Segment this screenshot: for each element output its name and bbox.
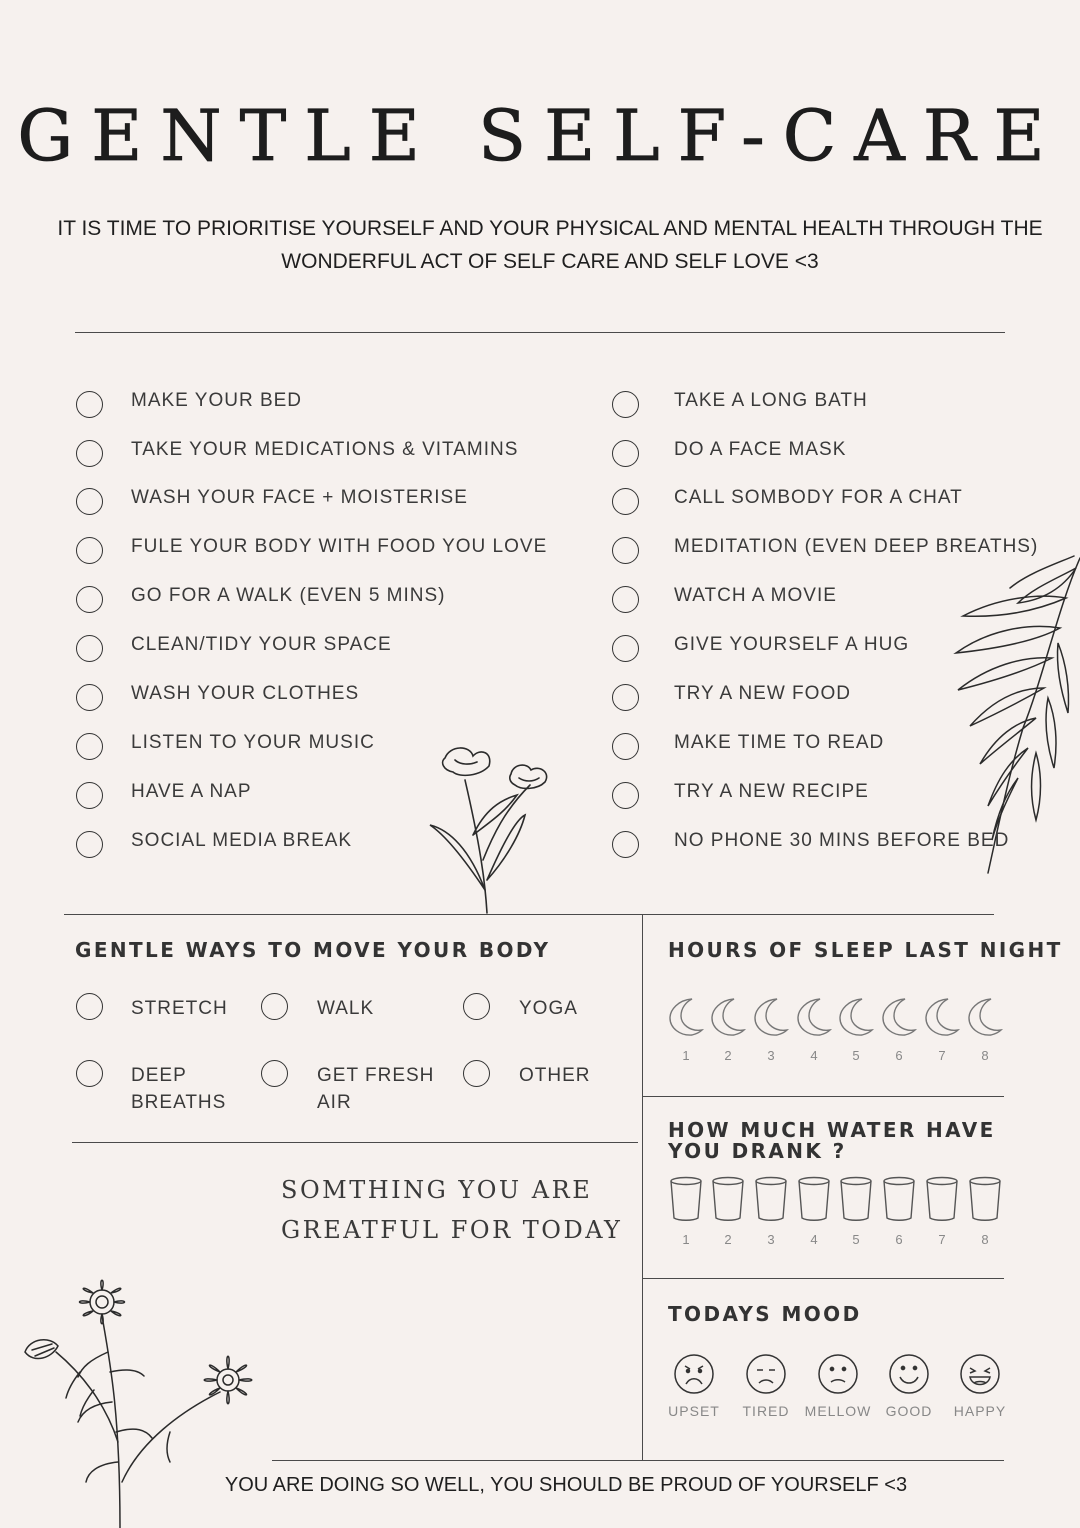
checkbox[interactable] <box>76 440 103 467</box>
column-divider <box>642 914 643 1460</box>
good-face-icon[interactable] <box>888 1353 930 1395</box>
move-option-label: GET FRESH AIR <box>317 1065 435 1113</box>
happy-face-icon[interactable] <box>959 1353 1001 1395</box>
move-option-label: OTHER <box>519 1065 591 1086</box>
upset-face-icon[interactable] <box>673 1353 715 1395</box>
checklist-item-label: NO PHONE 30 MINS BEFORE BED <box>674 830 1010 851</box>
move-section-title: GENTLE WAYS TO MOVE YOUR BODY <box>75 938 551 962</box>
checklist-item-label: HAVE A NAP <box>131 781 252 802</box>
sleep-hour-number: 7 <box>938 1048 946 1063</box>
move-section-divider <box>72 1142 638 1143</box>
move-option-label: DEEP BREATHS <box>131 1065 227 1113</box>
checklist-item-label: WASH YOUR FACE + MOISTERISE <box>131 487 468 508</box>
glass-icon[interactable] <box>797 1176 831 1222</box>
sleep-hour-number: 2 <box>724 1048 732 1063</box>
mood-label: TIRED <box>742 1403 790 1419</box>
checklist-item-label: SOCIAL MEDIA BREAK <box>131 830 353 851</box>
checklist-item-label: LISTEN TO YOUR MUSIC <box>131 732 375 753</box>
checkbox[interactable] <box>76 537 103 564</box>
water-glass-number: 2 <box>724 1232 732 1247</box>
sleep-section-title: HOURS OF SLEEP LAST NIGHT <box>668 938 1063 962</box>
water-title-line-2: YOU DRANK ? <box>668 1139 847 1163</box>
checkbox[interactable] <box>76 586 103 613</box>
moon-icon[interactable] <box>751 996 791 1038</box>
water-glass-number: 3 <box>767 1232 775 1247</box>
water-section-title <box>668 1120 996 1162</box>
sleep-hour-number: 8 <box>981 1048 989 1063</box>
checklist-item-label: CLEAN/TIDY YOUR SPACE <box>131 634 392 655</box>
page-title: GENTLE SELF-CARE <box>17 95 1063 177</box>
moon-icon[interactable] <box>879 996 919 1038</box>
checkbox[interactable] <box>76 831 103 858</box>
checklist-item-label: FULE YOUR BODY WITH FOOD YOU LOVE <box>131 536 548 557</box>
checklist-item-label: GIVE YOURSELF A HUG <box>674 634 910 655</box>
gratitude-prompt <box>281 1170 622 1250</box>
header-divider <box>75 332 1005 333</box>
moon-icon[interactable] <box>836 996 876 1038</box>
checklist-item-label: DO A FACE MASK <box>674 439 847 460</box>
small-flower-illustration <box>425 740 565 915</box>
checkbox[interactable] <box>612 440 639 467</box>
mood-label: UPSET <box>668 1403 720 1419</box>
checklist-item-label: TAKE YOUR MEDICATIONS & VITAMINS <box>131 439 519 460</box>
moon-icon[interactable] <box>922 996 962 1038</box>
move-checkbox[interactable] <box>463 993 490 1020</box>
checkbox[interactable] <box>76 391 103 418</box>
gratitude-line-2: GREATFUL FOR TODAY <box>281 1216 623 1244</box>
checklist-item-label: MAKE TIME TO READ <box>674 732 885 753</box>
checkbox[interactable] <box>612 684 639 711</box>
moon-icon[interactable] <box>708 996 748 1038</box>
glass-icon[interactable] <box>968 1176 1002 1222</box>
water-glass-number: 7 <box>938 1232 946 1247</box>
checkbox[interactable] <box>76 488 103 515</box>
sleep-section-divider <box>642 1096 1004 1097</box>
checklist-item-label: MEDITATION (EVEN DEEP BREATHS) <box>674 536 1039 557</box>
water-glass-number: 8 <box>981 1232 989 1247</box>
checkbox[interactable] <box>76 635 103 662</box>
checkbox[interactable] <box>612 537 639 564</box>
water-section-divider <box>642 1278 1004 1279</box>
mood-label: GOOD <box>885 1403 933 1419</box>
tired-face-icon[interactable] <box>745 1353 787 1395</box>
moon-icon[interactable] <box>794 996 834 1038</box>
move-option-label: STRETCH <box>131 998 228 1019</box>
footer-message: YOU ARE DOING SO WELL, YOU SHOULD BE PROUD OF YOURSELF <3 <box>224 1474 908 1496</box>
checklist-item-label: TAKE A LONG BATH <box>674 390 868 411</box>
checkbox[interactable] <box>76 684 103 711</box>
mellow-face-icon[interactable] <box>817 1353 859 1395</box>
checkbox[interactable] <box>612 391 639 418</box>
intro-text: IT IS TIME TO PRIORITISE YOURSELF AND YOUR PHYSICAL AND MENTAL HEALTH THROUGH THE WONDERFUL ACT OF SELF CARE AND SELF LOVE <3 <box>57 217 1043 273</box>
glass-icon[interactable] <box>754 1176 788 1222</box>
footer-divider <box>272 1460 1004 1461</box>
move-checkbox[interactable] <box>76 993 103 1020</box>
checklist-item-label: WASH YOUR CLOTHES <box>131 683 360 704</box>
checklist-item-label: CALL SOMBODY FOR A CHAT <box>674 487 963 508</box>
checkbox[interactable] <box>76 733 103 760</box>
checklist-item-label: TRY A NEW FOOD <box>674 683 851 704</box>
glass-icon[interactable] <box>925 1176 959 1222</box>
sleep-hour-number: 1 <box>682 1048 690 1063</box>
mood-label: HAPPY <box>953 1403 1007 1419</box>
checkbox[interactable] <box>612 488 639 515</box>
water-glass-number: 6 <box>895 1232 903 1247</box>
water-glass-number: 5 <box>852 1232 860 1247</box>
mood-label: MELLOW <box>804 1403 872 1419</box>
checkbox[interactable] <box>612 586 639 613</box>
glass-icon[interactable] <box>669 1176 703 1222</box>
leafy-branch-illustration <box>948 548 1080 878</box>
water-glass-number: 1 <box>682 1232 690 1247</box>
checkbox[interactable] <box>612 733 639 760</box>
sleep-hour-number: 3 <box>767 1048 775 1063</box>
move-checkbox[interactable] <box>463 1060 490 1087</box>
move-checkbox[interactable] <box>261 993 288 1020</box>
checkbox[interactable] <box>612 635 639 662</box>
glass-icon[interactable] <box>839 1176 873 1222</box>
water-glass-number: 4 <box>810 1232 818 1247</box>
sleep-hour-number: 6 <box>895 1048 903 1063</box>
sleep-hour-number: 4 <box>810 1048 818 1063</box>
glass-icon[interactable] <box>882 1176 916 1222</box>
sleep-hour-number: 5 <box>852 1048 860 1063</box>
gratitude-line-1: SOMTHING YOU ARE <box>281 1176 593 1204</box>
moon-icon[interactable] <box>965 996 1005 1038</box>
glass-icon[interactable] <box>711 1176 745 1222</box>
checkbox[interactable] <box>612 831 639 858</box>
checklist-item-label: MAKE YOUR BED <box>131 390 303 411</box>
move-option-label: WALK <box>317 998 375 1019</box>
move-option-label: YOGA <box>519 998 578 1019</box>
water-title-line-1: HOW MUCH WATER HAVE <box>668 1118 996 1142</box>
moon-icon[interactable] <box>666 996 706 1038</box>
mood-section-title: TODAYS MOOD <box>668 1302 862 1326</box>
move-checkbox[interactable] <box>261 1060 288 1087</box>
checkbox[interactable] <box>612 782 639 809</box>
checklist-item-label: WATCH A MOVIE <box>674 585 837 606</box>
checklist-item-label: GO FOR A WALK (EVEN 5 MINS) <box>131 585 446 606</box>
move-checkbox[interactable] <box>76 1060 103 1087</box>
checkbox[interactable] <box>76 782 103 809</box>
section-divider <box>64 914 994 915</box>
checklist-item-label: TRY A NEW RECIPE <box>674 781 869 802</box>
